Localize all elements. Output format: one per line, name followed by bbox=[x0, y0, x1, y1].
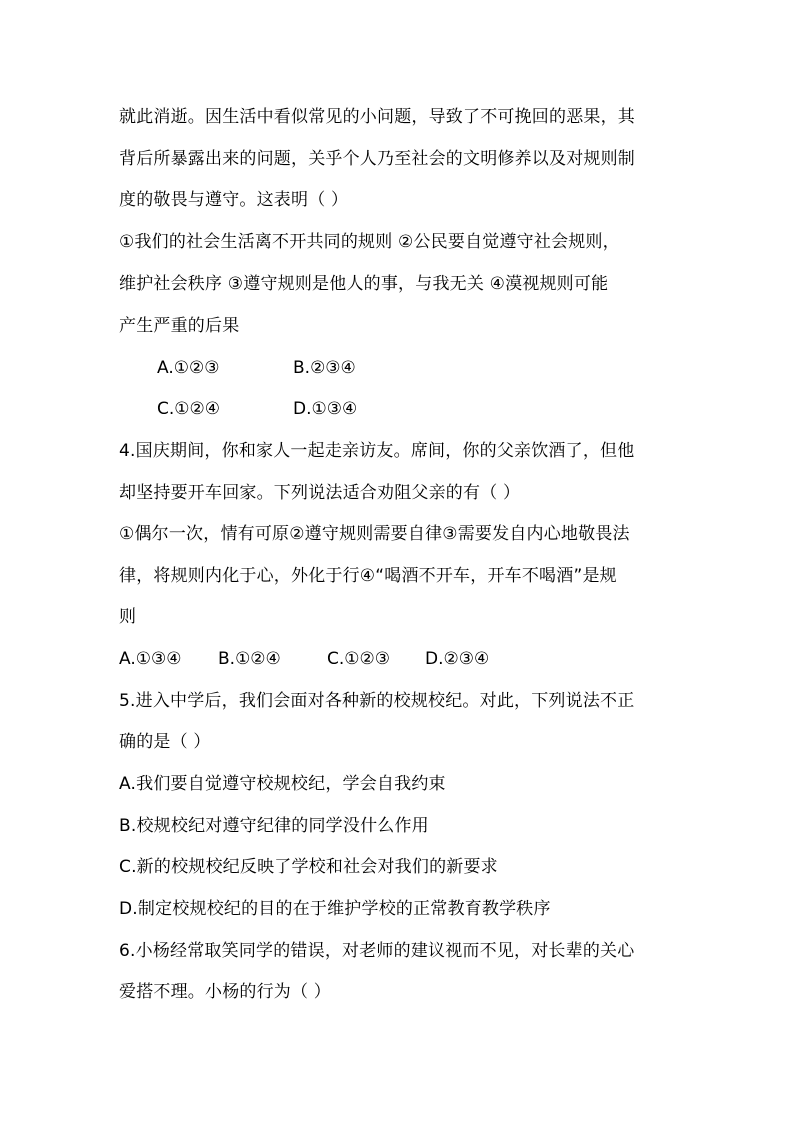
q3-text-line-3: 度的敬畏与遵守。这表明（ ） bbox=[119, 190, 349, 210]
q4-option-b: B.①②④ bbox=[218, 649, 281, 669]
q3-statements-line-2: 维护社会秩序 ③遵守规则是他人的事，与我无关 ④漠视规则可能 bbox=[119, 274, 609, 294]
q3-option-a: A.①②③ bbox=[157, 358, 220, 378]
q5-text-line-1: 5.进入中学后，我们会面对各种新的校规校纪。对此，下列说法不正 bbox=[119, 691, 635, 711]
q5-text-line-2: 确的是（ ） bbox=[119, 732, 211, 752]
q4-option-d: D.②③④ bbox=[425, 649, 490, 669]
q3-option-d: D.①③④ bbox=[293, 399, 358, 419]
q3-statements-line-1: ①我们的社会生活离不开共同的规则 ②公民要自觉遵守社会规则， bbox=[119, 232, 620, 252]
q3-statements-line-3: 产生严重的后果 bbox=[119, 316, 240, 336]
q4-text-line-1: 4.国庆期间，你和家人一起走亲访友。席间，你的父亲饮酒了，但他 bbox=[119, 441, 635, 461]
q5-option-b: B.校规校纪对遵守纪律的同学没什么作用 bbox=[119, 816, 429, 836]
q3-option-b: B.②③④ bbox=[293, 358, 356, 378]
q4-statements-line-3: 则 bbox=[119, 607, 137, 627]
q3-option-c: C.①②④ bbox=[157, 399, 220, 419]
q3-text-line-2: 背后所暴露出来的问题，关乎个人乃至社会的文明修养以及对规则制 bbox=[119, 149, 635, 169]
q4-statements-line-2: 律，将规则内化于心，外化于行④“喝酒不开车，开车不喝酒”是规 bbox=[119, 566, 617, 586]
q4-option-c: C.①②③ bbox=[327, 649, 390, 669]
q6-text-line-2: 爱搭不理。小杨的行为（ ） bbox=[119, 982, 332, 1002]
q6-text-line-1: 6.小杨经常取笑同学的错误，对老师的建议视而不见，对长辈的关心 bbox=[119, 941, 635, 961]
q5-option-a: A.我们要自觉遵守校规校纪，学会自我约束 bbox=[119, 774, 446, 794]
q5-option-c: C.新的校规校纪反映了学校和社会对我们的新要求 bbox=[119, 857, 498, 877]
q5-option-d: D.制定校规校纪的目的在于维护学校的正常教育教学秩序 bbox=[119, 899, 551, 919]
q4-statements-line-1: ①偶尔一次，情有可原②遵守规则需要自律③需要发自内心地敬畏法 bbox=[119, 524, 630, 544]
q4-text-line-2: 却坚持要开车回家。下列说法适合劝阻父亲的有（ ） bbox=[119, 483, 521, 503]
q4-option-a: A.①③④ bbox=[119, 649, 182, 669]
q3-text-line-1: 就此消逝。因生活中看似常见的小问题，导致了不可挽回的恶果，其 bbox=[119, 107, 635, 127]
